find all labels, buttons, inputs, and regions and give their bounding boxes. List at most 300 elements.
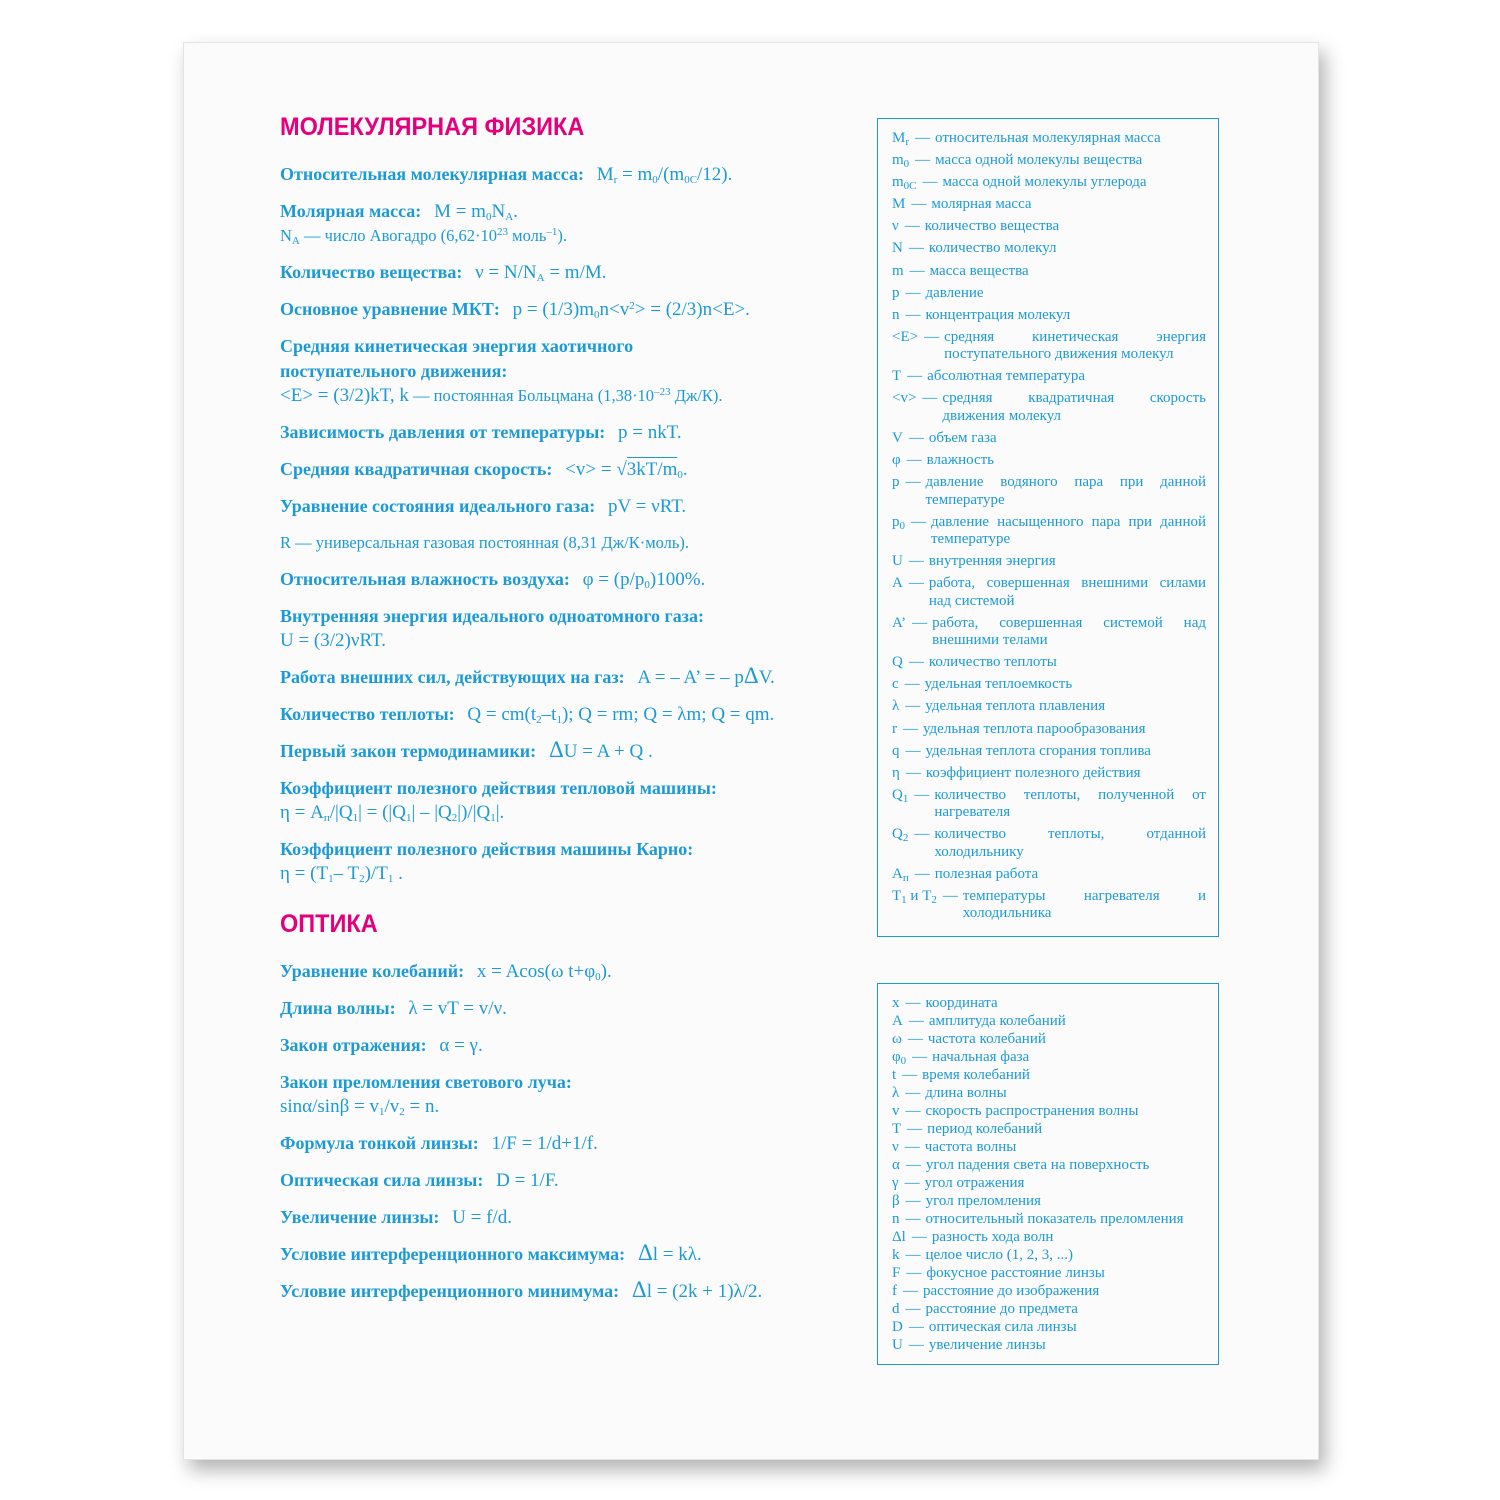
glossary-item [892,1319,1206,1336]
glossary-definition: давление насыщенного пара при данной температуре [931,513,1206,548]
subscript: 0 [899,519,905,532]
glossary-item [892,1265,1206,1282]
glossary-definition: внутренняя энергия [928,553,1056,570]
formula-text: D = 1/F. [491,1170,559,1191]
formula-label: Закон преломления светового луча: [280,1072,572,1092]
formula-label: Основное уравнение МКТ: [280,299,500,319]
glossary-item [892,1193,1206,1210]
formula-text: )100%. [649,569,706,590]
formula-label: Длина волны: [280,998,396,1018]
formula-text: λ [892,698,900,715]
formula-text: x [892,995,900,1011]
formula-line [280,1168,860,1193]
glossary-definition: количество теплоты [928,654,1057,671]
formula-list [280,162,860,886]
subscript: A [536,272,545,284]
formula-label: Относительная влажность воздуха: [280,569,570,589]
formula-label: Закон отражения: [280,1035,427,1055]
glossary-item [892,1247,1206,1264]
em-dash: — [902,1067,918,1083]
formula-label: Уравнение состояния идеального газа: [280,496,596,516]
subscript: 2 [931,893,937,906]
glossary-definition: давление [925,284,984,301]
glossary-symbol [892,826,908,843]
glossary-symbol [892,1229,906,1246]
formula-entry [280,420,860,445]
formula-text: l = (2k + 1)λ/2. [646,1281,763,1302]
glossary-symbol [892,430,903,447]
formula-text: <E> = (3/2)kT, k [280,385,409,406]
glossary-definition: расстояние до изображения [923,1283,1100,1299]
glossary-definition: масса одной молекулы вещества [935,152,1143,169]
glossary-item [892,1013,1206,1030]
glossary-box-optics [877,983,1219,1365]
em-dash: — [915,152,931,169]
subscript: 1 [901,893,907,906]
glossary-definition: скорость распространения волны [925,1103,1139,1119]
glossary-item [892,1175,1206,1192]
em-dash: — [911,513,926,530]
glossary-item [892,1085,1206,1102]
subscript: A [291,235,300,247]
glossary-item [892,240,1206,257]
formula-text: = m [617,164,653,185]
formula-text: /v [384,1096,400,1117]
glossary-symbol [892,152,909,169]
glossary-definition: удельная теплота сгорания топлива [925,742,1151,759]
formula-text: = m/M. [544,262,607,283]
formula-line [280,162,860,187]
em-dash: — [924,328,940,345]
glossary-definition: концентрация молекул [925,306,1071,323]
formula-text: ω [892,1031,902,1047]
em-dash: — [905,764,921,781]
formula-text: q [892,742,900,759]
formula-label: Коэффициент полезного действия машины Карно: [280,839,694,859]
delta-symbol: Δ [548,737,564,762]
formula-text: Q [892,786,903,803]
formula-text: v [892,1103,900,1119]
formula-list [280,959,860,1304]
subscript: 0 [677,469,683,481]
formula-label: Формула тонкой линзы: [280,1133,479,1153]
superscript: –1 [546,226,558,238]
glossary-item [892,1301,1206,1318]
em-dash: — [922,174,938,191]
subscript: 2 [451,812,458,824]
subscript: 2 [536,714,542,726]
glossary-symbol [892,1049,906,1066]
glossary-definition: удельная теплоемкость [924,676,1073,693]
formula-line [280,224,860,248]
glossary-item [892,1103,1206,1120]
formula-text: p = nkT. [613,422,682,443]
glossary-item [892,130,1206,147]
glossary-symbol [892,1157,900,1174]
em-dash: — [908,429,924,446]
formula-text: 1/F = 1/d+1/f. [486,1133,598,1154]
glossary-item [892,575,1206,610]
glossary-item [892,1031,1206,1048]
glossary-symbol [892,514,905,531]
glossary-symbol [892,1193,900,1210]
glossary-symbol [892,743,900,760]
subscript: 0 [903,158,910,171]
formula-note: R — универсальная газовая постоянная (8,31 Дж/К·моль). [280,533,690,552]
formula-entry [280,567,860,592]
em-dash: — [922,390,938,407]
formula-text: r [892,720,897,737]
formula-text: – T [333,863,360,884]
formula-text: <E> [892,328,919,345]
formula-line [280,1242,860,1267]
glossary-item [892,329,1206,364]
glossary-symbol [892,765,900,782]
formula-text: ν [892,218,899,235]
glossary-item [892,430,1206,447]
glossary-symbol [892,196,905,213]
glossary-definition: угол преломления [925,1193,1041,1209]
subscript: A [505,211,514,223]
superscript: 2 [629,300,635,312]
formula-line [280,1070,860,1095]
formula-label: Количество теплоты: [280,704,455,724]
glossary-symbol [892,1121,901,1138]
formula-text: sinα/sinβ = v [280,1096,379,1117]
em-dash: — [903,720,918,737]
formula-line [280,297,860,322]
subscript: 0C [903,180,917,193]
formula-label: поступательного движения: [280,361,508,381]
em-dash: — [908,575,924,592]
glossary-symbol [892,1067,896,1084]
glossary-item [892,218,1206,235]
em-dash: — [903,1283,918,1299]
em-dash: — [942,887,958,904]
formula-text: α [892,1157,900,1173]
formula-label: Коэффициент полезного действия тепловой машины: [280,778,717,798]
formula-text: λ = vT = v/ν. [403,998,507,1019]
glossary-definition: количество молекул [928,240,1057,257]
formula-label: Работа внешних сил, действующих на газ: [280,667,625,687]
formula-text: β [892,1193,900,1209]
glossary-item [892,474,1206,509]
glossary-definition: количество теплоты, полученной от нагревателя [934,786,1206,821]
formula-label: Средняя кинетическая энергия хаотичного [280,336,634,356]
glossary-symbol [892,1265,900,1282]
subscript: 1 [556,714,562,726]
glossary-item [892,698,1206,715]
formula-entry [280,1131,860,1156]
em-dash: — [906,452,922,469]
formula-text: x = Acos(ω t+φ [472,961,596,982]
subscript: 2 [359,873,365,885]
formula-text: c [892,676,899,693]
formula-text: U [892,553,903,570]
formula-line [280,739,860,764]
formula-column [280,113,860,1316]
glossary-item [892,1139,1206,1156]
glossary-item [892,676,1206,693]
formula-text: γ [892,1175,899,1191]
glossary-symbol [892,787,908,804]
glossary-item [892,263,1206,280]
formula-entry [280,1279,860,1304]
formula-text: Q = cm(t [462,704,537,725]
formula-text: p [892,513,900,530]
glossary-symbol [892,368,901,385]
glossary-definition: амплитуда колебаний [928,1013,1066,1029]
glossary-symbol [892,1013,903,1030]
formula-line [280,260,860,285]
em-dash: — [904,218,920,235]
glossary-symbol [892,1139,899,1156]
glossary-definition: угол падения света на поверхность [925,1157,1150,1173]
formula-line [280,420,860,445]
formula-text: η = (T [280,863,329,884]
em-dash: — [908,654,924,671]
glossary-item [892,888,1206,923]
em-dash: — [905,742,921,759]
formula-note: N [280,226,292,245]
formula-text: /(m [657,164,685,185]
subscript: 0C [684,174,698,186]
em-dash: — [908,240,924,257]
formula-entry [280,1070,860,1119]
formula-text: n [892,1211,900,1227]
glossary-item [892,174,1206,191]
formula-text: φ [892,452,901,469]
formula-text: ); Q = rm; Q = λm; Q = qm. [561,704,775,725]
subscript: п [902,871,909,884]
glossary-definition: работа, совершенная системой над внешними телами [932,614,1206,649]
subscript: 1 [328,873,334,885]
formula-entry [280,1168,860,1193]
formula-text: d [892,1301,900,1317]
formula-entry [280,702,860,727]
formula-text: ν = N/N [470,262,537,283]
formula-text: V. [758,667,775,688]
glossary-definition: расстояние до предмета [925,1301,1078,1317]
formula-text: A = – A’ = – p [632,667,744,688]
glossary-item [892,390,1206,425]
glossary-item [892,1067,1206,1084]
formula-entry [280,531,860,555]
glossary-item [892,152,1206,169]
em-dash: — [904,676,920,693]
glossary-item [892,196,1206,213]
formula-note: — постоянная Больцмана (1,38·10 [408,386,655,405]
formula-text: n [892,306,900,323]
glossary-item [892,1211,1206,1228]
formula-text: U = (3/2)νRT. [280,630,386,651]
formula-text: |. [495,802,505,823]
glossary-item [892,787,1206,822]
em-dash: — [905,1157,921,1173]
glossary-symbol [892,1031,902,1048]
section-title: МОЛЕКУЛЯРНАЯ ФИЗИКА [280,113,585,141]
em-dash: — [914,786,930,803]
subscript: 1 [902,792,909,805]
formula-line [280,837,860,862]
formula-text: ). [600,961,612,982]
sqrt-radicand: 3kT/m [626,459,678,480]
subscript: 1 [352,812,359,824]
em-dash: — [905,1085,921,1101]
em-dash: — [905,1247,921,1263]
glossary-item [892,553,1206,570]
formula-sheet [183,42,1319,1460]
em-dash: — [911,1229,927,1245]
glossary-symbol [892,1085,899,1102]
formula-line [280,1095,860,1119]
glossary-definition: оптическая сила линзы [928,1319,1077,1335]
glossary-definition: работа, совершенная внешними силами над системой [928,575,1206,609]
glossary-definition: количество теплоты, отданной холодильнику [934,826,1206,860]
em-dash: — [908,553,924,570]
formula-text: ν [892,1139,899,1155]
glossary-item [892,826,1206,861]
glossary-definition: удельная теплота плавления [925,698,1106,715]
formula-line [280,996,860,1021]
delta-symbol: Δ [743,663,759,688]
glossary-symbol [892,866,909,883]
glossary-item [892,743,1206,760]
delta-symbol: Δ [637,1240,653,1265]
em-dash: — [907,1121,923,1137]
subscript: 0 [594,309,600,321]
subscript: 0 [900,1055,907,1067]
subscript: r [613,174,618,186]
glossary-definition: абсолютная температура [927,368,1085,385]
glossary-definition: время колебаний [922,1067,1030,1083]
glossary-definition: фокусное расстояние линзы [926,1265,1105,1281]
formula-text: /12). [697,164,733,185]
formula-text: λ [892,1085,900,1101]
formula-text: m [892,174,904,191]
formula-entry [280,959,860,984]
glossary-symbol [892,130,909,147]
formula-text: Q [892,826,903,843]
em-dash: — [914,826,930,843]
subscript: 1 [405,812,412,824]
formula-text: . [393,863,403,884]
formula-entry [280,297,860,322]
glossary-item [892,1283,1206,1300]
formula-text: V [892,429,903,446]
formula-line [280,801,860,825]
glossary-item [892,1337,1206,1354]
glossary-symbol [892,263,904,280]
formula-label: Оптическая сила линзы: [280,1170,484,1190]
glossary-definition: начальная фаза [932,1049,1030,1065]
em-dash: — [904,1175,920,1191]
em-dash: — [905,995,921,1011]
formula-text: M = m [429,201,486,222]
formula-label: Внутренняя энергия идеального одноатомного газа: [280,606,704,626]
glossary-definition: удельная теплота парообразования [923,720,1146,737]
formula-text: pV = νRT. [603,496,687,517]
formula-text: |)/|Q [457,802,491,823]
glossary-definition: относительный показатель преломления [925,1211,1184,1227]
delta-symbol: Δ [631,1277,647,1302]
formula-line [280,629,860,653]
formula-text: η = A [280,802,324,823]
formula-text: A’ [892,614,907,631]
formula-text: /|Q [329,802,353,823]
glossary-symbol [892,1103,900,1120]
subscript: 1 [378,1106,385,1118]
formula-text: Δl [892,1229,906,1245]
glossary-item [892,615,1206,650]
glossary-definition: температуры нагревателя и холодильника [962,887,1206,922]
formula-label: Количество вещества: [280,262,463,282]
formula-label: Условие интерференционного максимума: [280,1244,626,1264]
glossary-item [892,1049,1206,1066]
glossary-symbol [892,575,903,592]
glossary-definition: влажность [926,452,995,469]
formula-line [280,567,860,592]
formula-text: U = A + Q . [563,741,653,762]
glossary-definition: масса одной молекулы углерода [942,174,1147,191]
formula-label: Увеличение линзы: [280,1207,440,1227]
formula-text: F [892,1265,901,1281]
em-dash: — [904,1139,920,1155]
formula-text: l = kλ. [652,1244,702,1265]
formula-line [280,776,860,801]
glossary-definition: количество вещества [924,218,1060,235]
formula-text: n<v [599,299,630,320]
formula-text: )/T [364,863,388,884]
formula-entry [280,1242,860,1267]
formula-entry [280,1205,860,1230]
glossary-symbol [892,390,916,407]
glossary-symbol [892,474,900,491]
em-dash: — [905,474,921,491]
formula-label: Уравнение колебаний: [280,961,465,981]
glossary-definition: целое число (1, 2, 3, ...) [925,1247,1073,1263]
glossary-symbol [892,240,903,257]
formula-text: m [892,152,904,169]
formula-text: U = f/d. [447,1207,512,1228]
glossary-item [892,1157,1206,1174]
formula-text: . [682,459,688,480]
glossary-symbol [892,1301,900,1318]
formula-line [280,665,860,690]
formula-label: Средняя квадратичная скорость: [280,459,553,479]
formula-text: A [892,865,903,882]
formula-entry [280,837,860,886]
formula-line [280,1033,860,1058]
formula-text: M [892,130,906,146]
section-molecular-physics [280,113,860,886]
subscript: 1 [387,873,394,885]
glossary-definition: длина волны [925,1085,1007,1101]
glossary-item [892,307,1206,324]
subscript: п [323,812,330,824]
formula-text: p [892,474,900,491]
subscript: 0 [644,579,650,591]
glossary-symbol [892,1337,903,1354]
glossary-definition: координата [925,995,998,1011]
subscript: 2 [399,1106,405,1118]
glossary-symbol [892,615,906,632]
em-dash: — [912,614,928,631]
formula-text: –t [541,704,557,725]
em-dash: — [912,1049,928,1065]
formula-text: φ [892,1049,901,1065]
formula-line [280,199,860,224]
